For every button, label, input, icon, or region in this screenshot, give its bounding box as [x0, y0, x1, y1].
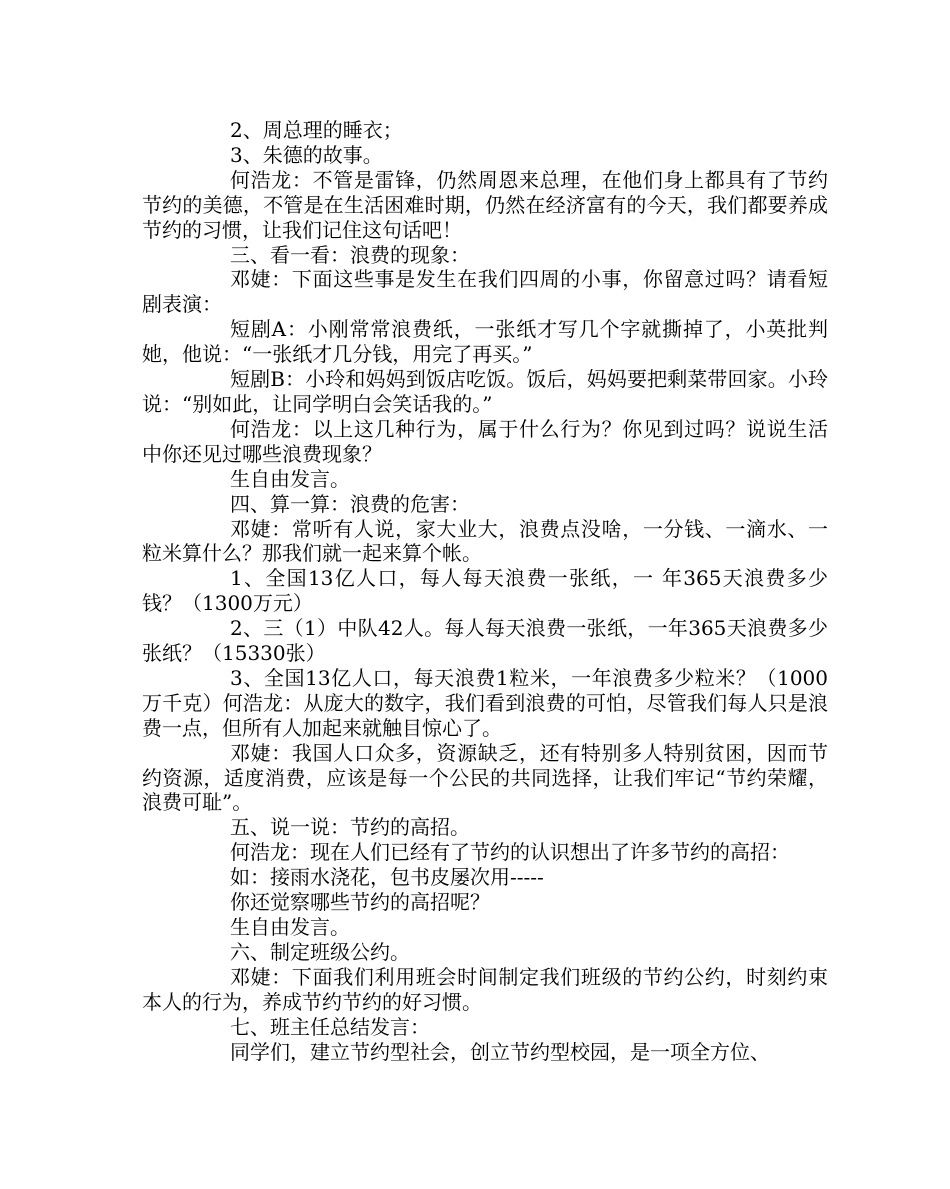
paragraph: 3、全国13亿人口，每天浪费1粒米，一年浪费多少粒米？（1000万千克）何浩龙：从庞大的数字，我们看到浪费的可怕，尽管我们每人只是浪费一点，但所有人加起来就触目惊心了。 [142, 665, 828, 740]
paragraph: 同学们，建立节约型社会，创立节约型校园，是一项全方位、 [230, 1039, 770, 1064]
paragraph: 短剧A：小刚常常浪费纸，一张纸才写几个字就撕掉了，小英批判她，他说：“一张纸才几分钱，用完了再买。” [142, 317, 828, 367]
paragraph: 2、三（1）中队42人。每人每天浪费一张纸，一年365天浪费多少张纸？（15330张） [142, 616, 828, 666]
paragraph: 何浩龙：现在人们已经有了节约的认识想出了许多节约的高招： [230, 840, 790, 865]
paragraph: 何浩龙：不管是雷锋，仍然周恩来总理，在他们身上都具有了节约节约的美德，不管是在生活困难时期，仍然在经济富有的今天，我们都要养成节约的习惯，让我们记住这句话吧！ [142, 167, 828, 242]
paragraph: 邓婕：常听有人说，家大业大，浪费点没啥，一分钱、一滴水、一粒米算什么？那我们就一起来算个帐。 [142, 516, 828, 566]
paragraph: 1、全国13亿人口，每人每天浪费一张纸，一 年365天浪费多少钱？（1300万元） [142, 566, 828, 616]
paragraph: 你还觉察哪些节约的高招呢？ [230, 890, 490, 915]
paragraph: 如：接雨水浇花，包书皮屡次用----- [230, 865, 544, 890]
paragraph: 2、周总理的睡衣； [230, 118, 403, 142]
paragraph: 邓婕：下面我们利用班会时间制定我们班级的节约公约，时刻约束本人的行为，养成节约节约的好习惯。 [142, 964, 828, 1014]
paragraph: 生自由发言。 [230, 466, 350, 491]
paragraph: 五、说一说：节约的高招。 [230, 815, 470, 840]
paragraph: 三、看一看：浪费的现象： [230, 242, 470, 267]
paragraph: 邓婕：下面这些事是发生在我们四周的小事，你留意过吗？请看短剧表演： [142, 267, 828, 317]
paragraph: 生自由发言。 [230, 915, 350, 939]
paragraph: 邓婕：我国人口众多，资源缺乏，还有特别多人特别贫困，因而节约资源，适度消费，应该是每一个公民的共同选择，让我们牢记“节约荣耀，浪费可耻”。 [142, 740, 828, 815]
document-page [142, 118, 828, 1064]
paragraph: 七、班主任总结发言： [230, 1014, 430, 1039]
paragraph: 短剧B：小玲和妈妈到饭店吃饭。饭后，妈妈要把剩菜带回家。小玲说：“别如此，让同学明白会笑话我的。” [142, 367, 828, 416]
paragraph: 何浩龙：以上这几种行为，属于什么行为？你见到过吗？说说生活中你还见过哪些浪费现象？ [142, 416, 828, 466]
paragraph: 四、算一算：浪费的危害： [230, 491, 470, 516]
paragraph: 六、制定班级公约。 [230, 939, 410, 964]
paragraph: 3、朱德的故事。 [230, 142, 383, 167]
